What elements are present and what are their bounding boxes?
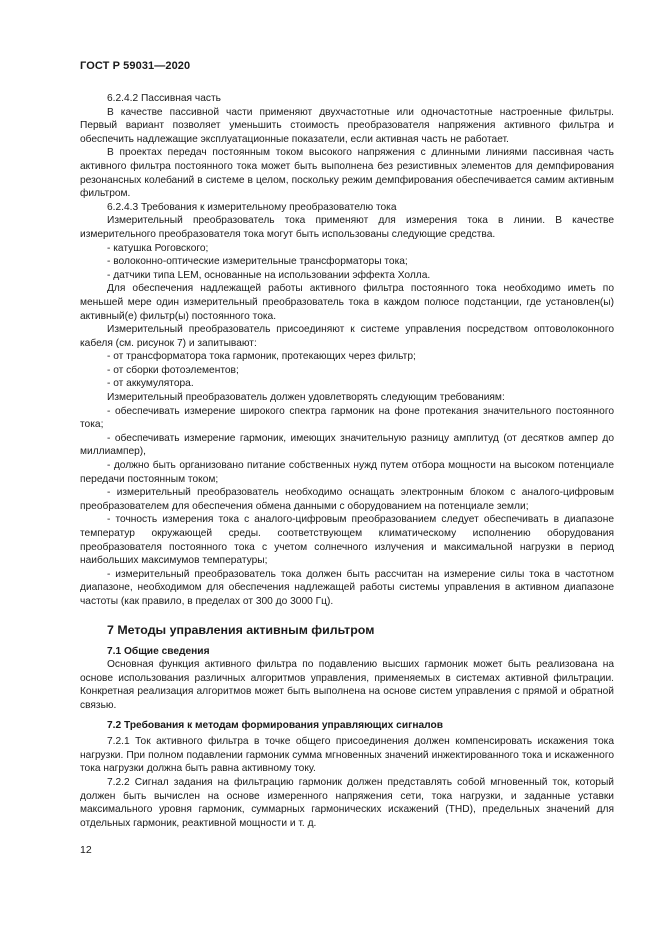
paragraph: В качестве пассивной части применяют двухчастотные или одночастотные настроенные фильтры. Первый вариант позволяет уменьшить стоимость преобразователя напряжения активного фильтра и обеспечить надлежащие эксплуатационные показатели, если активная часть не работает. — [80, 106, 614, 145]
list-item: - обеспечивать измерение гармоник, имеющих значительную разницу амплитуд (от десятков ампер до миллиампер), — [80, 432, 614, 458]
page-number: 12 — [80, 844, 92, 856]
clause-title: 6.2.4.3 Требования к измерительному преобразователю тока — [107, 201, 397, 213]
document-body — [80, 92, 614, 830]
paragraph: Основная функция активного фильтра по подавлению высших гармоник может быть реализована на основе использования различных алгоритмов управления, применяемых в системах активной фильтрации. Конкретная реализация алгоритмов может быть выполнена на основе систем управления с прямой и обратной связью. — [80, 659, 614, 711]
list-item: - волоконно-оптические измерительные трансформаторы тока; — [107, 256, 408, 268]
list-item: - измерительный преобразователь тока должен быть рассчитан на измерение силы тока в частотном диапазоне, необходимом для обеспечения надлежащей работы системы управления в активном диапазоне частоты (как правило, в пределах от 300 до 3000 Гц). — [80, 568, 614, 607]
list-item: - от трансформатора тока гармоник, протекающих через фильтр; — [107, 351, 416, 363]
subsection-heading: 7.1 Общие сведения — [107, 645, 210, 657]
paragraph: Измерительный преобразователь тока применяют для измерения тока в линии. В качестве измерительного преобразователя тока могут быть использованы следующие средства. — [80, 215, 614, 240]
list-item: - измерительный преобразователь необходимо оснащать электронным блоком с аналого-цифровым преобразователем для обеспечения обмена данными с оборудованием на потенциале земли; — [80, 487, 614, 512]
subsection-heading: 7.2 Требования к методам формирования управляющих сигналов — [107, 719, 443, 731]
list-item: - точность измерения тока с аналого-цифровым преобразованием следует обеспечивать в диапазоне температур окружающей среды. соответствующем климатическому исполнению оборудования преобразователя постоянного тока с учетом солнечного излучения и максимальной нагрузки в период наибольших максимумов температуры; — [80, 514, 614, 567]
list-item: - обеспечивать измерение широкого спектра гармоник на фоне протекания значительного постоянного тока; — [80, 405, 614, 431]
list-item: - от аккумулятора. — [107, 378, 194, 390]
section-heading: 7 Методы управления активным фильтром — [107, 622, 375, 637]
list-item: - должно быть организовано питание собственных нужд путем отбора мощности на высоком потенциале передачи постоянным током; — [80, 460, 614, 485]
paragraph: Измерительный преобразователь должен удовлетворять следующим требованиям: — [107, 392, 505, 404]
list-item: - датчики типа LEM, основанные на использовании эффекта Холла. — [107, 269, 431, 281]
document-header: ГОСТ Р 59031—2020 — [80, 60, 191, 72]
paragraph: Измерительный преобразователь присоединяют к системе управления посредством оптоволоконного кабеля (см. рисунок 7) и запитывают: — [80, 324, 614, 349]
paragraph: В проектах передач постоянным током высокого напряжения с длинными линиями пассивная часть активного фильтра постоянного тока может быть выполнена без резистивных элементов для демпфирования резонансных колебаний в системе в целом, поскольку режим демпфирования обеспечивается самим активным фильтром. — [80, 147, 614, 200]
list-item: - от сборки фотоэлементов; — [107, 364, 239, 376]
clause-title: 6.2.4.2 Пассивная часть — [107, 93, 221, 104]
paragraph: 7.2.2 Сигнал задания на фильтрацию гармоник должен представлять собой мгновенный ток, который должен быть вычислен на основе измеренного напряжения сети, тока нагрузки, и заданные уставки максимального уровня гармоник, суммарных гармонических искажений (THD), предельных значений для отдельных гармоник, реактивной мощности и т. д. — [80, 776, 614, 829]
paragraph: 7.2.1 Ток активного фильтра в точке общего присоединения должен компенсировать искажения тока нагрузки. При полном подавлении гармоник сумма мгновенных значений инжектированного тока и искаженного тока нагрузки должна быть равна активному току. — [80, 736, 614, 775]
list-item: - катушка Роговского; — [107, 242, 209, 254]
paragraph: Для обеспечения надлежащей работы активного фильтра постоянного тока необходимо иметь по меньшей мере один измерительный преобразователь тока в каждом полюсе подстанции, где установлен(ы) активный(е) фильтр(ы) постоянного тока. — [80, 283, 614, 322]
